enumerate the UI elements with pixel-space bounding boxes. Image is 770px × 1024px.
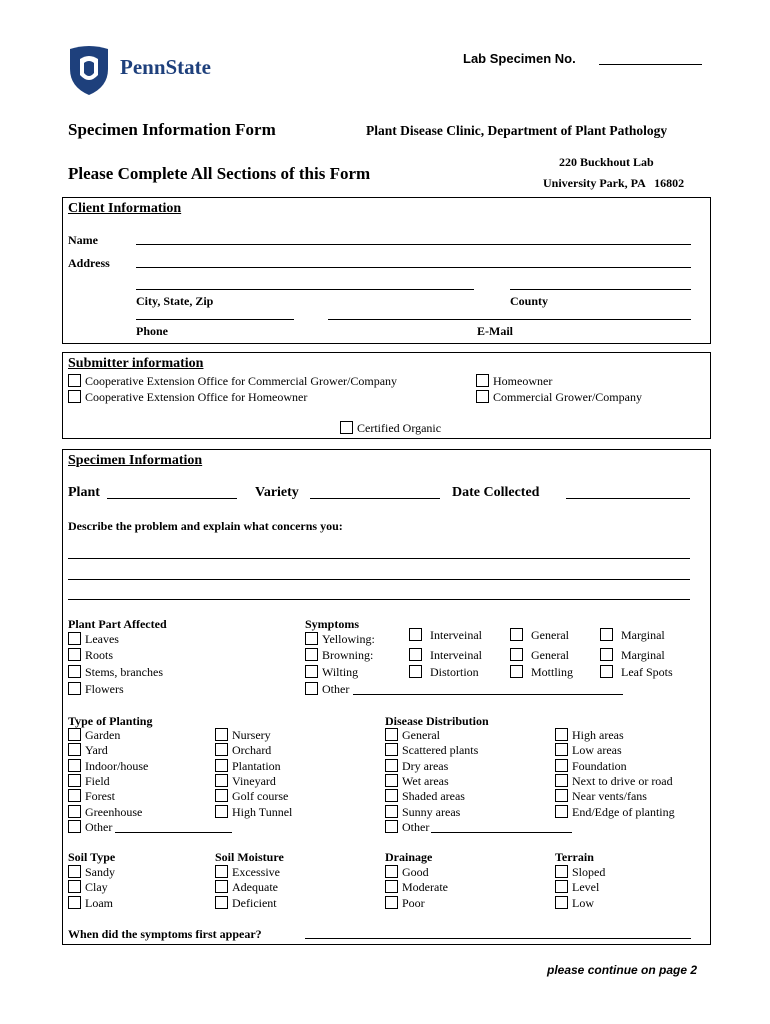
- email-label: E-Mail: [477, 324, 513, 338]
- planting-option[interactable]: Vineyard: [215, 774, 276, 788]
- checkbox[interactable]: [215, 728, 228, 741]
- symptom-option[interactable]: Marginal: [600, 648, 665, 662]
- date-label: Date Collected: [452, 485, 540, 500]
- planting-option[interactable]: Nursery: [215, 728, 271, 742]
- plant-part-option[interactable]: Flowers: [68, 682, 124, 696]
- checkbox[interactable]: [385, 805, 398, 818]
- checkbox[interactable]: [68, 759, 81, 772]
- plant-field[interactable]: [107, 498, 237, 499]
- checkbox[interactable]: [555, 759, 568, 772]
- describe-line[interactable]: [68, 558, 690, 559]
- plant-part-option[interactable]: Leaves: [68, 632, 119, 646]
- checkbox[interactable]: [385, 743, 398, 756]
- planting-option[interactable]: Golf course: [215, 789, 288, 803]
- drainage-option[interactable]: Poor: [385, 896, 425, 910]
- distribution-title: Disease Distribution: [385, 714, 489, 728]
- continue-note: please continue on page 2: [547, 963, 698, 977]
- form-title: Specimen Information Form: [68, 120, 276, 139]
- checkbox[interactable]: [305, 632, 318, 645]
- planting-option[interactable]: Yard: [68, 743, 108, 757]
- terrain-option[interactable]: Sloped: [555, 865, 605, 879]
- address-label: Address: [68, 256, 110, 270]
- checkbox[interactable]: [555, 743, 568, 756]
- terrain-title: Terrain: [555, 850, 594, 864]
- planting-other-field[interactable]: [115, 832, 232, 833]
- name-label: Name: [68, 233, 98, 247]
- checkbox[interactable]: [68, 805, 81, 818]
- client-heading: Client Information: [68, 201, 182, 216]
- distribution-option[interactable]: Scattered plants: [385, 743, 478, 757]
- plant-part-title: Plant Part Affected: [68, 617, 167, 631]
- describe-label: Describe the problem and explain what concerns you:: [68, 519, 343, 533]
- city-label: City, State, Zip: [136, 294, 214, 308]
- symptom-option[interactable]: Distortion: [409, 665, 479, 679]
- soil-type-option[interactable]: Sandy: [68, 865, 115, 879]
- county-field[interactable]: [510, 289, 691, 290]
- checkbox[interactable]: [409, 628, 422, 641]
- plant-part-option[interactable]: Stems, branches: [68, 665, 163, 679]
- distribution-option[interactable]: End/Edge of planting: [555, 805, 675, 819]
- soil-type-title: Soil Type: [68, 850, 116, 864]
- checkbox[interactable]: [555, 789, 568, 802]
- symptom-option[interactable]: Wilting: [305, 665, 358, 679]
- checkbox[interactable]: [600, 628, 613, 641]
- checkbox[interactable]: [215, 789, 228, 802]
- soil-type-option[interactable]: Loam: [68, 896, 113, 910]
- clinic-name: Plant Disease Clinic, Department of Plant Pathology: [366, 123, 668, 138]
- specimen-heading: Specimen Information: [68, 453, 203, 468]
- checkbox[interactable]: [305, 648, 318, 661]
- checkbox[interactable]: [305, 665, 318, 678]
- describe-line[interactable]: [68, 579, 690, 580]
- distribution-option[interactable]: Next to drive or road: [555, 774, 673, 788]
- distribution-option[interactable]: Foundation: [555, 759, 627, 773]
- soil-moisture-title: Soil Moisture: [215, 850, 284, 864]
- drainage-title: Drainage: [385, 850, 433, 864]
- planting-option[interactable]: Plantation: [215, 759, 281, 773]
- submitter-option[interactable]: Cooperative Extension Office for Commercial Grower/Company: [68, 374, 397, 388]
- variety-label: Variety: [255, 485, 299, 500]
- submitter-option[interactable]: Cooperative Extension Office for Homeowner: [68, 390, 307, 404]
- checkbox[interactable]: [385, 880, 398, 893]
- lab-specimen-label: Lab Specimen No.: [463, 51, 576, 66]
- checkbox[interactable]: [385, 728, 398, 741]
- checkbox[interactable]: [555, 728, 568, 741]
- plant-part-option[interactable]: Roots: [68, 648, 113, 662]
- planting-option[interactable]: High Tunnel: [215, 805, 292, 819]
- symptom-option[interactable]: Leaf Spots: [600, 665, 673, 679]
- nittany-lion-shield-icon: [68, 45, 110, 97]
- checkbox[interactable]: [510, 648, 523, 661]
- distribution-option[interactable]: High areas: [555, 728, 624, 742]
- checkbox[interactable]: [68, 774, 81, 787]
- city-field[interactable]: [136, 289, 474, 290]
- distribution-option[interactable]: Low areas: [555, 743, 622, 757]
- submitter-option[interactable]: Commercial Grower/Company: [476, 390, 642, 404]
- planting-option[interactable]: Indoor/house: [68, 759, 148, 773]
- drainage-option[interactable]: Moderate: [385, 880, 448, 894]
- checkbox[interactable]: [68, 665, 81, 678]
- checkbox[interactable]: [385, 865, 398, 878]
- checkbox[interactable]: [215, 759, 228, 772]
- checkbox[interactable]: [476, 390, 489, 403]
- describe-line[interactable]: [68, 599, 690, 600]
- checkbox[interactable]: [68, 789, 81, 802]
- checkbox[interactable]: [68, 728, 81, 741]
- symptom-option[interactable]: Browning:: [305, 648, 373, 662]
- checkbox[interactable]: [215, 865, 228, 878]
- distribution-option[interactable]: Near vents/fans: [555, 789, 647, 803]
- checkbox[interactable]: [68, 682, 81, 695]
- planting-option[interactable]: Orchard: [215, 743, 271, 757]
- checkbox[interactable]: [555, 865, 568, 878]
- address-line1: 220 Buckhout Lab: [559, 155, 654, 169]
- checkbox[interactable]: [68, 648, 81, 661]
- checkbox[interactable]: [215, 880, 228, 893]
- soil-type-option[interactable]: Clay: [68, 880, 108, 894]
- checkbox[interactable]: [68, 880, 81, 893]
- checkbox[interactable]: [215, 743, 228, 756]
- checkbox[interactable]: [385, 759, 398, 772]
- checkbox[interactable]: [68, 896, 81, 909]
- when-label: When did the symptoms first appear?: [68, 927, 262, 941]
- checkbox[interactable]: [385, 774, 398, 787]
- terrain-option[interactable]: Low: [555, 896, 594, 910]
- soil-moisture-option[interactable]: Excessive: [215, 865, 280, 879]
- variety-field[interactable]: [310, 498, 440, 499]
- phone-label: Phone: [136, 324, 169, 338]
- checkbox[interactable]: [600, 665, 613, 678]
- name-field[interactable]: [136, 244, 691, 245]
- planting-title: Type of Planting: [68, 714, 153, 728]
- checkbox[interactable]: [215, 896, 228, 909]
- planting-option[interactable]: Other: [68, 820, 112, 834]
- distribution-option[interactable]: Sunny areas: [385, 805, 460, 819]
- symptoms-title: Symptoms: [305, 617, 360, 631]
- checkbox[interactable]: [385, 820, 398, 833]
- checkbox[interactable]: [510, 665, 523, 678]
- county-label: County: [510, 294, 549, 308]
- distribution-option[interactable]: Wet areas: [385, 774, 449, 788]
- symptom-option[interactable]: Yellowing:: [305, 632, 375, 646]
- soil-moisture-option[interactable]: Adequate: [215, 880, 278, 894]
- symptom-option[interactable]: General: [510, 648, 569, 662]
- checkbox[interactable]: [409, 665, 422, 678]
- checkbox[interactable]: [555, 774, 568, 787]
- checkbox[interactable]: [555, 896, 568, 909]
- submitter-option[interactable]: Homeowner: [476, 374, 552, 388]
- submitter-heading: Submitter information: [68, 356, 204, 371]
- address-line2: University Park, PA 16802: [543, 176, 685, 190]
- pennstate-logo: [68, 45, 238, 100]
- checkbox[interactable]: [68, 865, 81, 878]
- checkbox[interactable]: [555, 805, 568, 818]
- symptom-option[interactable]: Mottling: [510, 665, 573, 679]
- checkbox[interactable]: [409, 648, 422, 661]
- when-field[interactable]: [305, 938, 691, 939]
- distribution-option[interactable]: Other: [385, 820, 429, 834]
- distribution-other-field[interactable]: [431, 832, 572, 833]
- symptom-option[interactable]: General: [510, 628, 569, 642]
- checkbox[interactable]: [600, 648, 613, 661]
- checkbox[interactable]: [385, 896, 398, 909]
- planting-option[interactable]: Greenhouse: [68, 805, 142, 819]
- checkbox[interactable]: [68, 374, 81, 387]
- checkbox[interactable]: [68, 820, 81, 833]
- logo-text: PennState: [120, 55, 211, 79]
- plant-label: Plant: [68, 485, 100, 500]
- checkbox[interactable]: [385, 789, 398, 802]
- checkbox[interactable]: [476, 374, 489, 387]
- planting-option[interactable]: Garden: [68, 728, 120, 742]
- terrain-option[interactable]: Level: [555, 880, 599, 894]
- checkbox[interactable]: [215, 805, 228, 818]
- checkbox[interactable]: [68, 390, 81, 403]
- client-section: [62, 197, 711, 344]
- symptom-option[interactable]: Interveinal: [409, 628, 482, 642]
- lab-specimen-field[interactable]: [599, 64, 702, 65]
- checkbox[interactable]: [305, 682, 318, 695]
- checkbox[interactable]: [68, 743, 81, 756]
- symptom-other-field[interactable]: [353, 694, 623, 695]
- soil-moisture-option[interactable]: Deficient: [215, 896, 277, 910]
- checkbox[interactable]: [555, 880, 568, 893]
- checkbox[interactable]: [340, 421, 353, 434]
- checkbox[interactable]: [510, 628, 523, 641]
- form-subtitle: Please Complete All Sections of this Form: [68, 164, 371, 183]
- drainage-option[interactable]: Good: [385, 865, 429, 879]
- distribution-option[interactable]: Shaded areas: [385, 789, 465, 803]
- planting-option[interactable]: Forest: [68, 789, 115, 803]
- symptom-option[interactable]: Interveinal: [409, 648, 482, 662]
- date-field[interactable]: [566, 498, 690, 499]
- email-field[interactable]: [328, 319, 691, 320]
- submitter-option[interactable]: Certified Organic: [340, 421, 441, 435]
- symptom-option[interactable]: Marginal: [600, 628, 665, 642]
- phone-field[interactable]: [136, 319, 294, 320]
- distribution-option[interactable]: Dry areas: [385, 759, 448, 773]
- symptom-option[interactable]: Other: [305, 682, 349, 696]
- address-field[interactable]: [136, 267, 691, 268]
- checkbox[interactable]: [68, 632, 81, 645]
- checkbox[interactable]: [215, 774, 228, 787]
- distribution-option[interactable]: General: [385, 728, 440, 742]
- planting-option[interactable]: Field: [68, 774, 110, 788]
